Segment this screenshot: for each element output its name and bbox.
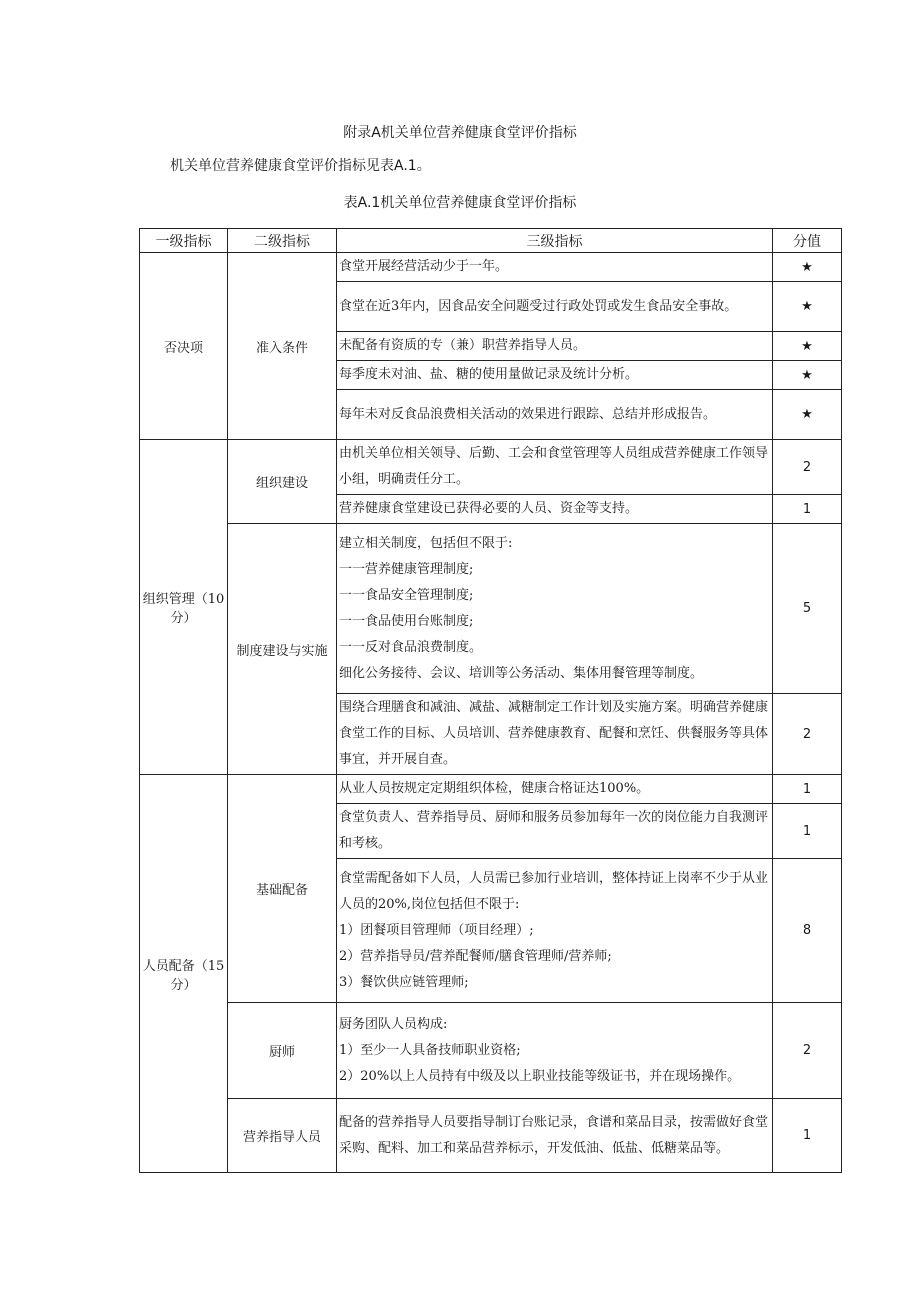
score-value: 5 (773, 524, 842, 694)
appendix-title: 附录A机关单位营养健康食堂评价指标 (343, 125, 577, 141)
criterion-text: 食堂负责人、营养指导员、厨师和服务员参加每年一次的岗位能力自我测评和考核。 (337, 804, 773, 859)
level2-system-implementation: 制度建设与实施 (228, 524, 337, 775)
level2-basic-staffing: 基础配备 (228, 775, 337, 1003)
criterion-text (337, 859, 773, 1003)
criterion-line: 食堂需配备如下人员，人员需已参加行业培训，整体持证上岗率不少于从业人员的20%,岗位包括但不限于: (339, 870, 769, 912)
criterion-line: 细化公务接待、会议、培训等公务活动、集体用餐管理等制度。 (339, 665, 704, 681)
level1-org-management: 组织管理（10分） (140, 440, 228, 775)
criterion-text: 从业人员按规定定期组织体检，健康合格证达100%。 (337, 775, 773, 804)
header-level2: 二级指标 (228, 229, 337, 253)
score-star: ★ (773, 253, 842, 282)
criterion-line: 一一营养健康管理制度; (339, 561, 474, 577)
score-star: ★ (773, 361, 842, 390)
header-score: 分值 (773, 229, 842, 253)
table-row (140, 1099, 842, 1173)
level2-chef: 厨师 (228, 1003, 337, 1099)
criterion-text: 配备的营养指导人员要指导制订台账记录，食谱和菜品目录，按需做好食堂采购、配料、加工和菜品营养标示，开发低油、低盐、低糖菜品等。 (337, 1099, 773, 1173)
header-level1: 一级指标 (140, 229, 228, 253)
score-star: ★ (773, 390, 842, 440)
criterion-line: 3）餐饮供应链管理师; (339, 974, 469, 990)
table-row (140, 1003, 842, 1099)
level1-staffing: 人员配备（15分） (140, 775, 228, 1173)
criterion-text: 食堂在近3年内，因食品安全问题受过行政处罚或发生食品安全事故。 (337, 282, 773, 332)
criterion-text (337, 524, 773, 694)
criterion-line: 建立相关制度，包括但不限于: (339, 535, 513, 551)
criterion-line: 2）营养指导员/营养配餐师/膳食管理师/营养师; (339, 948, 612, 964)
score-value: 2 (773, 694, 842, 775)
level2-nutrition-staff: 营养指导人员 (228, 1099, 337, 1173)
criterion-text: 围绕合理膳食和减油、减盐、减糖制定工作计划及实施方案。明确营养健康食堂工作的目标、人员培训、营养健康教育、配餐和烹饪、供餐服务等具体事宜，并开展自查。 (337, 694, 773, 775)
criterion-line: 厨务团队人员构成: (339, 1016, 448, 1032)
level2-org-construction: 组织建设 (228, 440, 337, 524)
table-row (140, 253, 842, 282)
level2-admission: 准入条件 (228, 253, 337, 440)
criterion-text: 食堂开展经营活动少于一年。 (337, 253, 773, 282)
criterion-text: 由机关单位相关领导、后勤、工会和食堂管理等人员组成营养健康工作领导小组，明确责任分工。 (337, 440, 773, 495)
score-star: ★ (773, 332, 842, 361)
criterion-line: 1）至少一人具备技师职业资格; (339, 1042, 521, 1058)
table-row (140, 524, 842, 694)
table-row (140, 775, 842, 804)
level1-veto: 否决项 (140, 253, 228, 440)
table-row (140, 440, 842, 495)
score-star: ★ (773, 282, 842, 332)
criterion-text (337, 1003, 773, 1099)
criterion-line: 一一食品使用台账制度; (339, 613, 474, 629)
score-value: 1 (773, 495, 842, 524)
header-level3: 三级指标 (337, 229, 773, 253)
criterion-text: 营养健康食堂建设已获得必要的人员、资金等支持。 (337, 495, 773, 524)
criterion-text: 未配备有资质的专（兼）职营养指导人员。 (337, 332, 773, 361)
criterion-line: 1）团餐项目管理师（项目经理）; (339, 922, 534, 938)
score-value: 2 (773, 440, 842, 495)
score-value: 1 (773, 1099, 842, 1173)
score-value: 1 (773, 775, 842, 804)
evaluation-table (139, 228, 842, 1173)
intro-text: 机关单位营养健康食堂评价指标见表A.1。 (170, 158, 431, 174)
table-title: 表A.1机关单位营养健康食堂评价指标 (343, 195, 577, 211)
criterion-line: 2）20%以上人员持有中级及以上职业技能等级证书，并在现场操作。 (339, 1068, 741, 1084)
score-value: 1 (773, 804, 842, 859)
criterion-text: 每年未对反食品浪费相关活动的效果进行跟踪、总结并形成报告。 (337, 390, 773, 440)
score-value: 2 (773, 1003, 842, 1099)
criterion-line: 一一反对食品浪费制度。 (339, 639, 483, 655)
score-value: 8 (773, 859, 842, 1003)
criterion-text: 每季度未对油、盐、糖的使用量做记录及统计分析。 (337, 361, 773, 390)
criterion-line: 一一食品安全管理制度; (339, 587, 474, 603)
table-header-row (140, 229, 842, 253)
